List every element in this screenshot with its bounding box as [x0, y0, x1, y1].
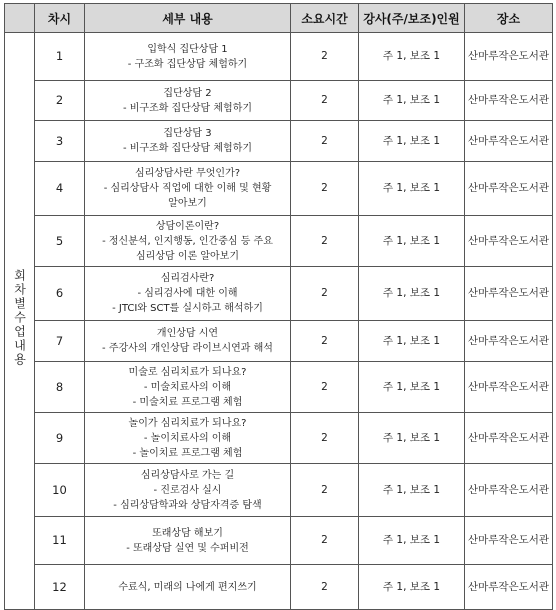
session-number: 9 [35, 413, 85, 464]
session-place: 산마루작은도서관 [465, 121, 553, 162]
session-number: 5 [35, 216, 85, 267]
session-staff: 주 1, 보조 1 [359, 413, 465, 464]
session-hours: 2 [291, 413, 359, 464]
table-row [5, 321, 553, 362]
header-staff: 강사(주/보조)인원 [359, 4, 465, 33]
table-row [5, 565, 553, 610]
detail-line: 알아보기 [168, 198, 207, 209]
session-hours: 2 [291, 162, 359, 216]
detail-line: 집단상담 3 [163, 128, 212, 139]
curriculum-table [4, 3, 553, 610]
table-row [5, 362, 553, 413]
session-staff: 주 1, 보조 1 [359, 362, 465, 413]
detail-line: 심리검사란? [160, 273, 215, 284]
table-row [5, 81, 553, 121]
session-place: 산마루작은도서관 [465, 162, 553, 216]
session-place: 산마루작은도서관 [465, 362, 553, 413]
detail-line: - 미술치료사의 이해 [143, 381, 232, 393]
session-detail [85, 517, 291, 565]
detail-line: - 미술치료 프로그램 체험 [132, 396, 243, 408]
session-detail [85, 121, 291, 162]
detail-line: 상담이론이란? [155, 220, 220, 232]
table-row [5, 413, 553, 464]
session-place: 산마루작은도서관 [465, 413, 553, 464]
header-blank [5, 4, 35, 33]
table-row [5, 517, 553, 565]
header-detail: 세부 내용 [85, 4, 291, 33]
session-place: 산마루작은도서관 [465, 81, 553, 121]
session-number: 10 [35, 464, 85, 517]
session-hours: 2 [291, 517, 359, 565]
detail-line: - 놀이치료사의 이해 [143, 432, 232, 444]
session-number: 6 [35, 267, 85, 321]
session-detail [85, 464, 291, 517]
detail-line: - 정신분석, 인지행동, 인간중심 등 주요 [102, 235, 273, 247]
detail-line: 놀이가 심리치료가 되나요? [128, 417, 247, 429]
session-detail [85, 321, 291, 362]
session-place: 산마루작은도서관 [465, 565, 553, 610]
session-hours: 2 [291, 121, 359, 162]
detail-line: 미술로 심리치료가 되나요? [128, 366, 247, 378]
session-detail [85, 81, 291, 121]
detail-line: 또래상담 해보기 [152, 527, 223, 539]
detail-line: - 심리검사에 대한 이해 [137, 288, 238, 299]
session-hours: 2 [291, 464, 359, 517]
session-number: 4 [35, 162, 85, 216]
detail-line: - 구조화 집단상담 체험하기 [127, 58, 248, 70]
session-number: 1 [35, 33, 85, 81]
session-hours: 2 [291, 565, 359, 610]
detail-line: - 비구조화 집단상담 체험하기 [122, 143, 253, 154]
detail-line: - 주강사의 개인상담 라이브시연과 해석 [102, 343, 273, 354]
session-staff: 주 1, 보조 1 [359, 565, 465, 610]
session-detail [85, 413, 291, 464]
session-detail [85, 565, 291, 610]
detail-line: 집단상담 2 [163, 87, 212, 99]
detail-line: - 또래상담 실연 및 수퍼비전 [126, 542, 249, 554]
session-place: 산마루작은도서관 [465, 267, 553, 321]
header-place: 장소 [465, 4, 553, 33]
session-staff: 주 1, 보조 1 [359, 464, 465, 517]
session-hours: 2 [291, 216, 359, 267]
session-detail [85, 216, 291, 267]
session-hours: 2 [291, 33, 359, 81]
detail-line: - JTCI와 SCT를 실시하고 해석하기 [112, 303, 263, 314]
session-staff: 주 1, 보조 1 [359, 267, 465, 321]
table-row [5, 121, 553, 162]
session-hours: 2 [291, 267, 359, 321]
detail-line: - 진로검사 실시 [153, 484, 222, 496]
session-place: 산마루작은도서관 [465, 33, 553, 81]
table-row [5, 216, 553, 267]
table-row [5, 267, 553, 321]
side-label-cell [5, 33, 35, 610]
session-staff: 주 1, 보조 1 [359, 33, 465, 81]
session-place: 산마루작은도서관 [465, 517, 553, 565]
detail-line: 수료식, 미래의 나에게 편지쓰기 [118, 581, 257, 593]
detail-line: - 놀이치료 프로그램 체험 [132, 447, 243, 459]
session-number: 11 [35, 517, 85, 565]
table-row [5, 33, 553, 81]
session-staff: 주 1, 보조 1 [359, 321, 465, 362]
side-label: 회차별수업내용 [12, 268, 27, 367]
detail-line: - 비구조화 집단상담 체험하기 [122, 102, 253, 114]
session-place: 산마루작은도서관 [465, 321, 553, 362]
session-detail [85, 33, 291, 81]
session-staff: 주 1, 보조 1 [359, 81, 465, 121]
header-hours: 소요시간 [291, 4, 359, 33]
detail-line: 심리상담사란 무엇인가? [134, 168, 241, 179]
session-detail [85, 162, 291, 216]
session-number: 3 [35, 121, 85, 162]
table-row [5, 162, 553, 216]
session-staff: 주 1, 보조 1 [359, 517, 465, 565]
session-number: 8 [35, 362, 85, 413]
session-number: 7 [35, 321, 85, 362]
detail-line: 입학식 집단상담 1 [147, 43, 228, 55]
session-staff: 주 1, 보조 1 [359, 216, 465, 267]
session-place: 산마루작은도서관 [465, 464, 553, 517]
session-number: 12 [35, 565, 85, 610]
detail-line: 심리상담사로 가는 길 [140, 469, 235, 481]
detail-line: - 심리상담학과와 상담자격증 탐색 [113, 499, 262, 511]
session-hours: 2 [291, 81, 359, 121]
detail-line: 개인상담 시연 [156, 328, 219, 339]
session-detail [85, 362, 291, 413]
session-hours: 2 [291, 362, 359, 413]
detail-line: - 심리상담사 직업에 대한 이해 및 현황 [103, 183, 272, 194]
header-session: 차시 [35, 4, 85, 33]
curriculum-sheet [4, 3, 552, 610]
table-row [5, 464, 553, 517]
session-staff: 주 1, 보조 1 [359, 121, 465, 162]
session-place: 산마루작은도서관 [465, 216, 553, 267]
session-number: 2 [35, 81, 85, 121]
session-staff: 주 1, 보조 1 [359, 162, 465, 216]
detail-line: 심리상담 이론 알아보기 [136, 250, 239, 262]
session-hours: 2 [291, 321, 359, 362]
session-detail [85, 267, 291, 321]
header-row [5, 4, 553, 33]
